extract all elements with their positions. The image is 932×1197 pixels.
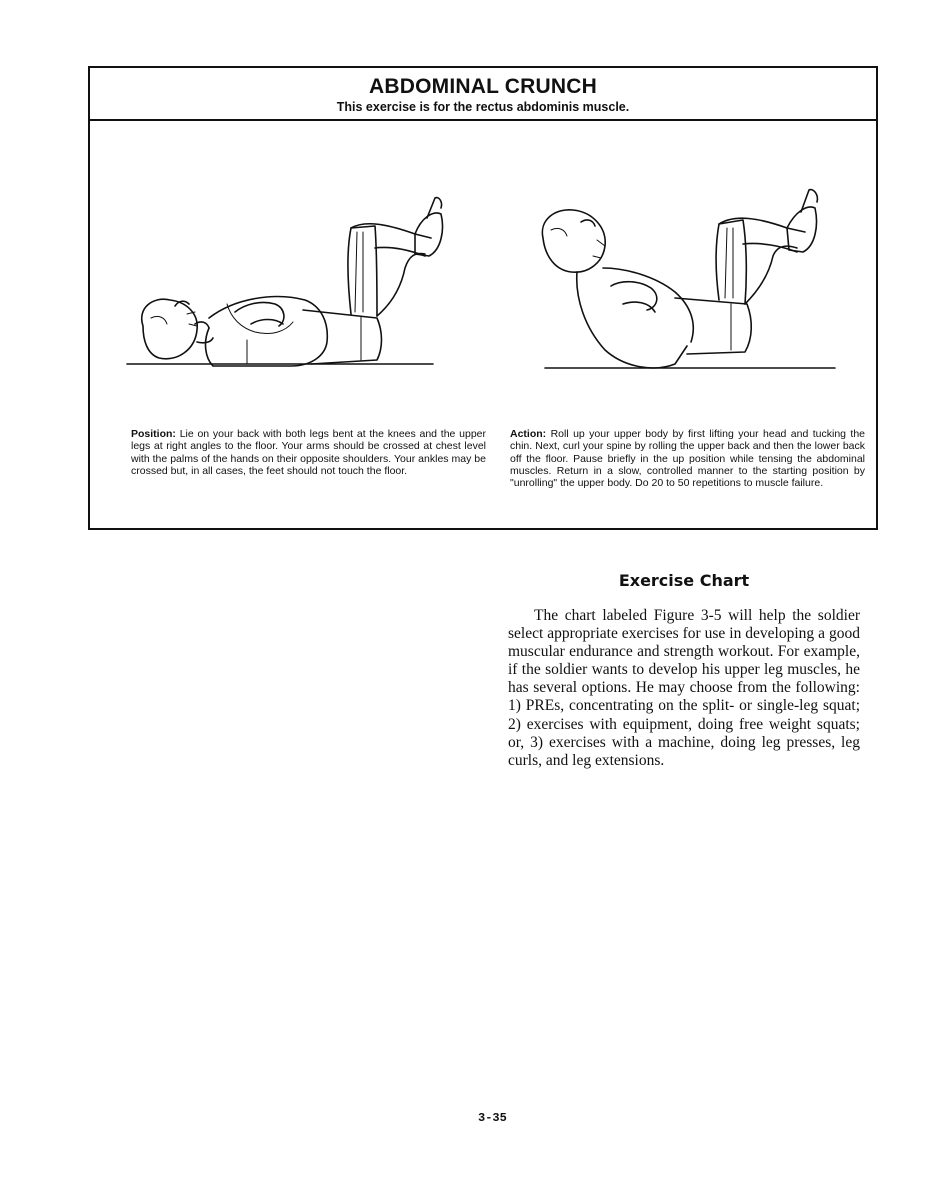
exercise-title: ABDOMINAL CRUNCH (369, 75, 597, 98)
action-caption (510, 428, 865, 489)
position-caption (131, 428, 486, 477)
section-title: Exercise Chart (618, 571, 750, 590)
body-paragraph: The chart labeled Figure 3-5 will help the soldier select appropriate exercises for use in developing a good muscular endurance and strength workout. For example, if the soldier wants to develop his upper leg muscles, he has several options. He may choose from the following: 1) PREs, concentrating on the split- or single-leg squat; 2) exercises with equipment, doing free weight squats; or, 3) exercises with a machine, doing leg presses, leg curls, and leg extensions. (508, 607, 860, 769)
position-text: Lie on your back with both legs bent at the knees and the upper legs at right angles to the floor. Your arms should be crossed at chest level with the palms of the hands on their opposite shoulders. Your ankles may be crossed but, in all cases, the feet should not touch the floor. (131, 428, 486, 477)
exercise-box (88, 66, 878, 530)
exercise-subtitle: This exercise is for the rectus abdominis muscle. (336, 100, 630, 114)
position-label: Position: (131, 428, 176, 440)
action-text: Roll up your upper body by first lifting your head and tucking the chin. Next, curl your spine by rolling the upper back and then the lower back off the floor. Pause briefly in the up position while tensing the abdominal muscles. Return in a slow, controlled manner to the starting position by "unrolling" the upper body. Do 20 to 50 repetitions to muscle failure. (510, 428, 865, 490)
exercise-header (90, 68, 876, 121)
action-label: Action: (510, 428, 547, 440)
crunch-action-figure (515, 128, 855, 378)
crunch-start-position-figure (115, 128, 445, 378)
page-number: 3-35 (478, 1111, 507, 1125)
